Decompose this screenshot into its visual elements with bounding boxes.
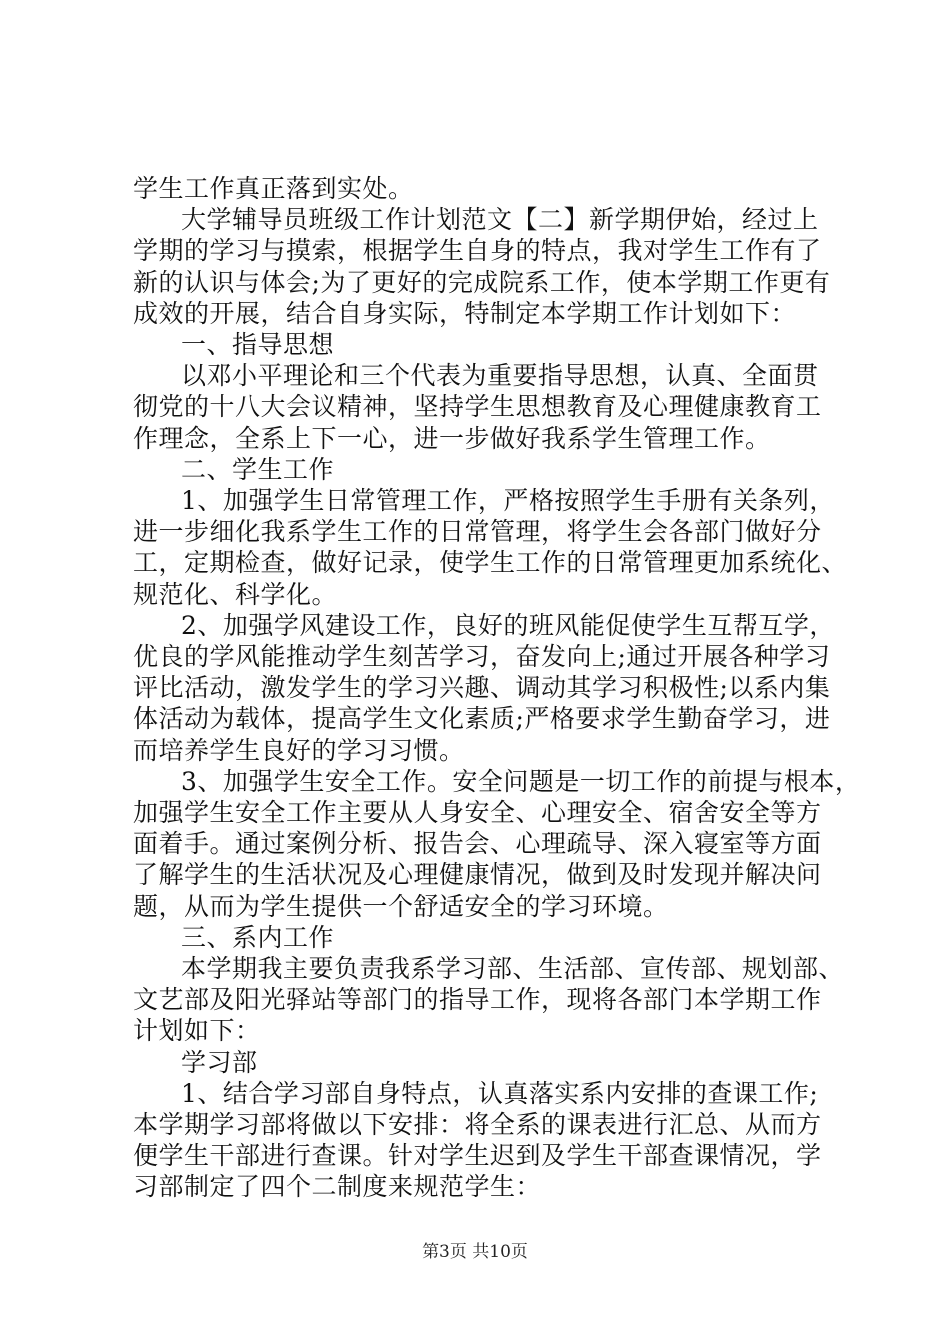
- text-line: 学生工作真正落到实处。: [133, 174, 414, 203]
- text-line: 评比活动，激发学生的学习兴趣、调动其学习积极性;以系内集: [133, 673, 831, 703]
- section-heading: 三、系内工作: [181, 922, 335, 952]
- text-line: 本学期学习部将做以下安排：将全系的课表进行汇总、从而方: [133, 1110, 822, 1139]
- text-line: 文艺部及阳光驿站等部门的指导工作，现将各部门本学期工作: [133, 985, 822, 1015]
- text-line: 了解学生的生活状况及心理健康情况，做到及时发现并解决问: [133, 860, 822, 890]
- text-line: 学期的学习与摸索，根据学生自身的特点，我对学生工作有了: [133, 236, 822, 266]
- text-line: 习部制定了四个二制度来规范学生：: [133, 1172, 542, 1202]
- text-line: 计划如下：: [133, 1016, 261, 1046]
- text-line: 加强学生安全工作主要从人身安全、心理安全、宿舍安全等方: [133, 798, 822, 827]
- text-line: 2、加强学风建设工作，良好的班风能促使学生互帮互学，: [181, 610, 835, 640]
- text-line: 大学辅导员班级工作计划范文【二】新学期伊始，经过上: [181, 205, 819, 235]
- text-line: 面着手。通过案例分析、报告会、心理疏导、深入寝室等方面: [133, 829, 822, 859]
- text-line: 以邓小平理论和三个代表为重要指导思想，认真、全面贯: [181, 361, 819, 391]
- text-line: 新的认识与体会;为了更好的完成院系工作，使本学期工作更有: [133, 267, 831, 297]
- section-heading: 二、学生工作: [181, 454, 335, 484]
- section-heading: 一、指导思想: [181, 330, 335, 359]
- text-line: 作理念，全系上下一心，进一步做好我系学生管理工作。: [133, 423, 771, 453]
- text-line: 体活动为载体，提高学生文化素质;严格要求学生勤奋学习，进: [133, 704, 831, 734]
- text-line: 3、加强学生安全工作。安全问题是一切工作的前提与根本，: [181, 766, 861, 796]
- text-line: 1、加强学生日常管理工作，严格按照学生手册有关条列，: [181, 486, 835, 515]
- text-line: 便学生干部进行查课。针对学生迟到及学生干部查课情况，学: [133, 1141, 822, 1171]
- text-line: 工，定期检查，做好记录，使学生工作的日常管理更加系统化、: [133, 548, 848, 578]
- text-line: 而培养学生良好的学习习惯。: [133, 735, 465, 765]
- page-number-footer: 第3页 共10页: [422, 1242, 528, 1262]
- text-line: 进一步细化我系学生工作的日常管理，将学生会各部门做好分: [133, 517, 822, 547]
- text-line: 题，从而为学生提供一个舒适安全的学习环境。: [133, 891, 669, 921]
- text-line: 1、结合学习部自身特点，认真落实系内安排的查课工作;: [181, 1078, 819, 1108]
- text-line: 优良的学风能推动学生刻苦学习，奋发向上;通过开展各种学习: [133, 642, 831, 671]
- text-line: 彻党的十八大会议精神，坚持学生思想教育及心理健康教育工: [133, 392, 822, 422]
- subsection-heading: 学习部: [181, 1047, 258, 1077]
- text-line: 成效的开展，结合自身实际，特制定本学期工作计划如下：: [133, 298, 797, 328]
- text-line: 本学期我主要负责我系学习部、生活部、宣传部、规划部、: [181, 954, 845, 983]
- text-line: 规范化、科学化。: [133, 579, 338, 609]
